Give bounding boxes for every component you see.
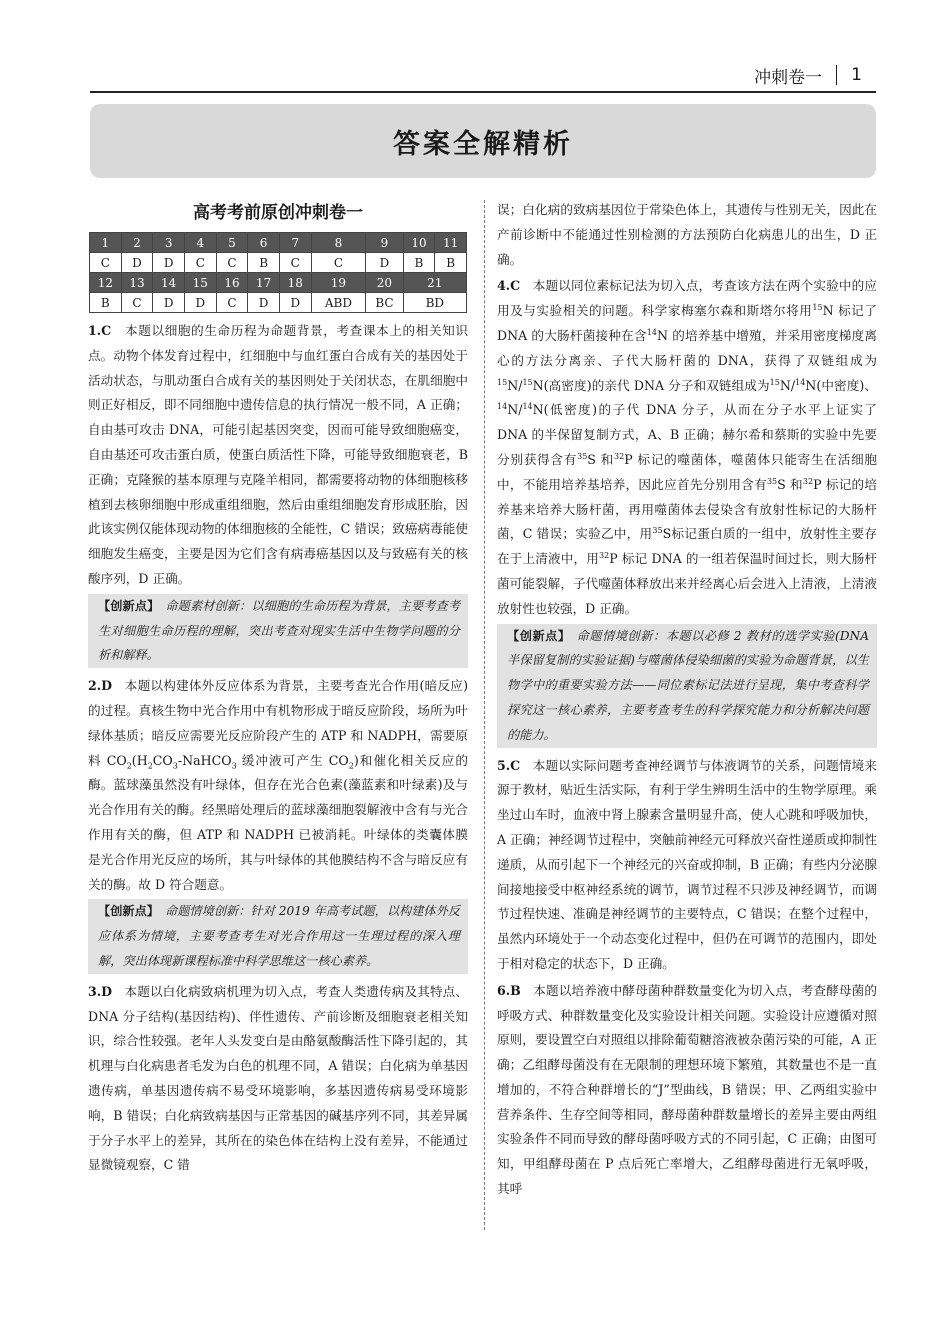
answer-table-cell: C (311, 253, 366, 273)
answer-table-cell: B (403, 253, 435, 273)
item-text: N/ (779, 377, 796, 393)
item-text: P 标记的噬菌体，噬菌体只能寄生在活细胞中，不能用培养基培养，因此应首先分别用含有 (497, 451, 878, 492)
left-column (88, 198, 468, 1180)
note-tag: 【创新点】 (98, 904, 160, 919)
answer-table-cell: 10 (403, 233, 435, 253)
item-text: -NaHCO (177, 752, 232, 768)
superscript: 15 (812, 303, 823, 312)
page-header (754, 60, 862, 90)
answer-table-cell: 1 (90, 233, 122, 253)
answer-table-cell: C (184, 253, 216, 273)
answer-table-cell: 14 (153, 273, 185, 293)
superscript: 35 (652, 526, 663, 536)
superscript: 14 (497, 402, 508, 412)
superscript: 15 (522, 377, 533, 387)
item-text: S 和 (777, 476, 803, 492)
item-text: CO (152, 752, 173, 768)
header-rule (90, 91, 876, 93)
answer-table-cell: C (279, 253, 311, 273)
note-tag: 【创新点】 (507, 628, 571, 643)
subscript: 2 (348, 761, 354, 771)
superscript: 32 (802, 476, 814, 486)
answer-table-cell: 2 (121, 233, 153, 253)
answer-table-cell: 9 (366, 233, 403, 253)
answer-table-cell: D (121, 253, 153, 273)
answer-table-cell: D (279, 293, 311, 313)
answer-item-5 (497, 754, 877, 977)
answer-table-cell: 18 (279, 273, 311, 293)
item-text: 本题以实际问题考查神经调节与体液调节的关系，问题情境来源于教材，贴近生活实际，有利于学生辨明生活中的生物学原理。乘坐过山车时，血液中肾上腺素含量明显升高，使人心跳和呼吸加快，A 正确；神经调节过程中，突触前神经元可释放兴奋性递质或抑制性递质，从而引起下一个神经元的兴奋或抑制，B 正确；有些内分泌腺间接地接受中枢神经系统的调节，调节过程不只涉及神经调节，而调节过程快速、准确是神经调节的主要特点，C 错误；在整个过程中，虽然内环境处于一个动态变化过程中，但仍在可调节的范围内，即处于相对稳定的状态下，D 正确。 (497, 757, 877, 971)
note-text: 命题情境创新：本题以必修 2 教材的选学实验(DNA 半保留复制的实验证据)与噬菌体侵染细菌的实验为命题背景，以生物学中的重要实验方法——同位素标记法进行呈现，集中考查科学探究这一核心素养，主要考查考生的科学探究能力和分析解决问题的能力。 (507, 628, 870, 742)
answer-table-cell: B (90, 293, 122, 313)
item-text: S标记蛋白质的一组中，放射性主要存在于上清液中，用 (497, 526, 877, 567)
item-text: 本题以白化病致病机理为切入点，考查人类遗传病及其特点、DNA 分子结构(基因结构)、伴性遗传、产前诊断及细胞衰老相关知识，综合性较强。老年人头发变白是由酪氨酸酶活性下降引起的，其机理与白化病患者毛发为白色的机理不同，A 错误；白化病为单基因遗传病，单基因遗传病不易受环境影响，多基因遗传病易受环境影响，B 错误；白化病致病基因与正常基因的碱基序列不同，其差异属于分子水平上的差异，其所在的染色体在结构上没有差异，不能通过显微镜观察，C 错 (88, 983, 468, 1173)
item-text: N(中密度)、 (805, 377, 877, 393)
answer-table-cell: 3 (153, 233, 185, 253)
answer-item-3-continued (497, 198, 877, 272)
answer-table-cell: D (184, 293, 216, 313)
item-text: 本题以培养液中酵母菌种群数量变化为切入点，考查酵母菌的呼吸方式、种群数量变化及实验设计相关问题。实验设计应遵循对照原则，要设置空白对照组以排除葡萄糖溶液被杂菌污染的可能，A 正确；乙组酵母菌没有在无限制的理想环境下繁殖，其数量也不是一直增加的，不符合种群增长的“J”型曲线，B 错误；甲、乙两组实验中营养条件、生存空间等相同，酵母菌种群数量增长的差异主要由两组实验条件不同而导致的酵母菌呼吸方式的不同引起，C 正确；由图可知，甲组酵母菌在 P 点后死亡率增大，乙组酵母菌进行无氧呼吸，其呼 (497, 982, 877, 1197)
subscript: 2 (126, 761, 132, 771)
answer-table-header-row (90, 233, 467, 253)
superscript: 15 (497, 377, 508, 387)
answer-table-cell: 15 (184, 273, 216, 293)
title-banner (90, 104, 876, 178)
innovation-note (88, 899, 468, 973)
item-text: P 标记的培养基来培养大肠杆菌，再用噬菌体去侵染含有放射性标记的大肠杆菌，C 错误；实验乙中，用 (497, 476, 877, 542)
subscript: 3 (172, 761, 178, 771)
superscript: 32 (614, 451, 625, 461)
note-tag: 【创新点】 (98, 598, 160, 613)
answer-table-cell: 16 (216, 273, 248, 293)
answer-table-cell: B (248, 253, 280, 273)
answer-table-row (90, 293, 467, 313)
answer-table-cell: D (248, 293, 280, 313)
header-separator (836, 65, 837, 85)
item-text: )和催化相关反应的酶。蓝球藻虽然没有叶绿体，但存在光合色素(藻蓝素和叶绿素)及与光合作用有关的酶。经黑暗处理后的蓝球藻细胞裂解液中含有与光合作用有关的酶，但 ATP 和 NADPH 已被消耗。叶绿体的类囊体膜是光合作用光反应的场所，其与叶绿体的其他膜结构不含与暗反应有关的酶。故 D 符合题意。 (88, 752, 468, 892)
answer-table-cell: 5 (216, 233, 248, 253)
superscript: 35 (766, 476, 778, 486)
item-number: 1.C (88, 323, 112, 338)
banner-title: 答案全解精析 (393, 128, 573, 160)
item-text: N(低密度)的子代 DNA 分子，从而在分子水平上证实了 DNA 的半保留复制方式，A、B 正确；赫尔希和蔡斯的实验中先要分别获得含有 (497, 402, 877, 467)
superscript: 14 (522, 402, 533, 412)
answer-item-3 (88, 980, 468, 1178)
item-text: 缓冲液可产生 CO (236, 752, 349, 768)
answer-table-cell: D (153, 293, 185, 313)
answer-item-2 (88, 674, 468, 897)
item-number: 3.D (88, 983, 113, 999)
innovation-note (88, 594, 468, 668)
superscript: 14 (795, 377, 806, 387)
item-text: 误；白化病的致病基因位于常染色体上，其遗传与性别无关，因此在产前诊断中不能通过性别检测的方法预防白化病患儿的出生，D 正确。 (497, 202, 877, 267)
answer-item-6 (497, 979, 877, 1202)
item-text: N 的培养基中增殖，并采用密度梯度离心的方法分离亲、子代大肠杆菌的 DNA，获得了双链组成为 (497, 327, 877, 368)
answer-table (89, 232, 467, 313)
answer-table-cell: ABD (311, 293, 366, 313)
item-text: N(高密度)的亲代 DNA 分子和双链组成为 (532, 377, 770, 393)
note-text: 命题情境创新：针对 2019 年高考试题，以构建体外反应体系为情境，主要考查考生对光合作用这一生理过程的深入理解，突出体现新课程标准中科学思维这一核心素养。 (98, 904, 461, 968)
superscript: 35 (577, 451, 588, 461)
answer-table-cell: 6 (248, 233, 280, 253)
subscript: 3 (231, 761, 237, 771)
answer-table-header-row (90, 273, 467, 293)
answer-table-cell: BD (403, 293, 466, 313)
answer-table-cell: 17 (248, 273, 280, 293)
answer-table-row (90, 253, 467, 273)
answer-table-cell: C (216, 293, 248, 313)
answer-table-cell: 11 (435, 233, 467, 253)
page-number: 1 (851, 65, 862, 85)
right-column (497, 198, 877, 1204)
innovation-note (497, 624, 877, 748)
answer-table-cell: C (90, 253, 122, 273)
exam-title: 高考考前原创冲刺卷一 (193, 203, 363, 223)
item-text: P 标记 DNA 的一组若保温时间过长，则大肠杆菌可能裂解，子代噬菌体释放出来并经离心后会进入上清液，上清液放射性也较强，D 正确。 (497, 551, 877, 616)
answer-table-cell: 12 (90, 273, 122, 293)
answer-table-cell: 20 (366, 273, 403, 293)
superscript: 32 (599, 550, 610, 560)
section-label: 冲刺卷一 (754, 67, 823, 88)
item-text: N/ (507, 402, 523, 418)
item-text: N/ (507, 377, 523, 393)
answer-table-cell: 8 (311, 233, 366, 253)
subscript: 2 (147, 761, 153, 771)
item-text: 本题以细胞的生命历程为命题背景，考查课本上的相关知识点。动物个体发育过程中，红细胞中与血红蛋白合成有关的基因处于活动状态，与肌动蛋白合成有关的基因则处于关闭状态，在肌细胞中则正好相反，即不同细胞中遗传信息的执行情况一般不同，A 正确；自由基可攻击 DNA，可能引起基因突变，因而可能导致细胞癌变，自由基还可攻击蛋白质，使蛋白质活性下降，可能导致细胞衰老，B 正确；克隆猴的基本原理与克隆羊相同，都需要将动物的体细胞核移植到去核卵细胞中形成重组细胞，然后由重组细胞发育形成胚胎，因此该实例仅能体现动物的体细胞核的全能性，C 错误；致癌病毒能使细胞发生癌变，主要是因为它们含有病毒癌基因以及与致癌有关的核酸序列，D 正确。 (88, 323, 468, 586)
answer-table-cell: C (216, 253, 248, 273)
superscript: 14 (646, 327, 657, 337)
item-text: N 标记了 DNA 的大肠杆菌接种在含 (497, 303, 878, 343)
item-number: 4.C (497, 278, 521, 294)
answer-item-4 (497, 274, 877, 621)
answer-table-cell: 7 (279, 233, 311, 253)
answer-table-cell: D (153, 253, 185, 273)
item-text: 本题以构建体外反应体系为背景，主要考查光合作用(暗反应)的过程。真核生物中光合作用中有机物形成于暗反应阶段，场所为叶绿体基质；暗反应需要光反应阶段产生的 ATP 和 NADPH，需要原料 CO (88, 678, 468, 768)
answer-table-cell: D (366, 253, 403, 273)
item-text: S 和 (587, 451, 615, 467)
item-number: 5.C (497, 757, 521, 773)
answer-table-cell: C (121, 293, 153, 313)
superscript: 15 (769, 377, 780, 387)
answer-table-cell: BC (366, 293, 403, 313)
item-number: 6.B (497, 982, 521, 998)
note-text: 命题素材创新：以细胞的生命历程为背景，主要考查考生对细胞生命历程的理解，突出考查对现实生活中生物学问题的分析和解释。 (98, 598, 461, 663)
answer-table-cell: 19 (311, 273, 366, 293)
answer-table-cell: B (435, 253, 467, 273)
answer-table-cell: 13 (121, 273, 153, 293)
item-text: 本题以同位素标记法为切入点，考查该方法在两个实验中的应用及与实验相关的问题。科学家梅塞尔森和斯塔尔将用 (497, 278, 877, 319)
item-number: 2.D (88, 678, 113, 694)
column-divider (484, 200, 485, 1230)
answer-table-cell: 4 (184, 233, 216, 253)
answer-item-1 (88, 319, 468, 592)
item-text: (H (131, 752, 148, 768)
answer-table-cell: 21 (403, 273, 466, 293)
